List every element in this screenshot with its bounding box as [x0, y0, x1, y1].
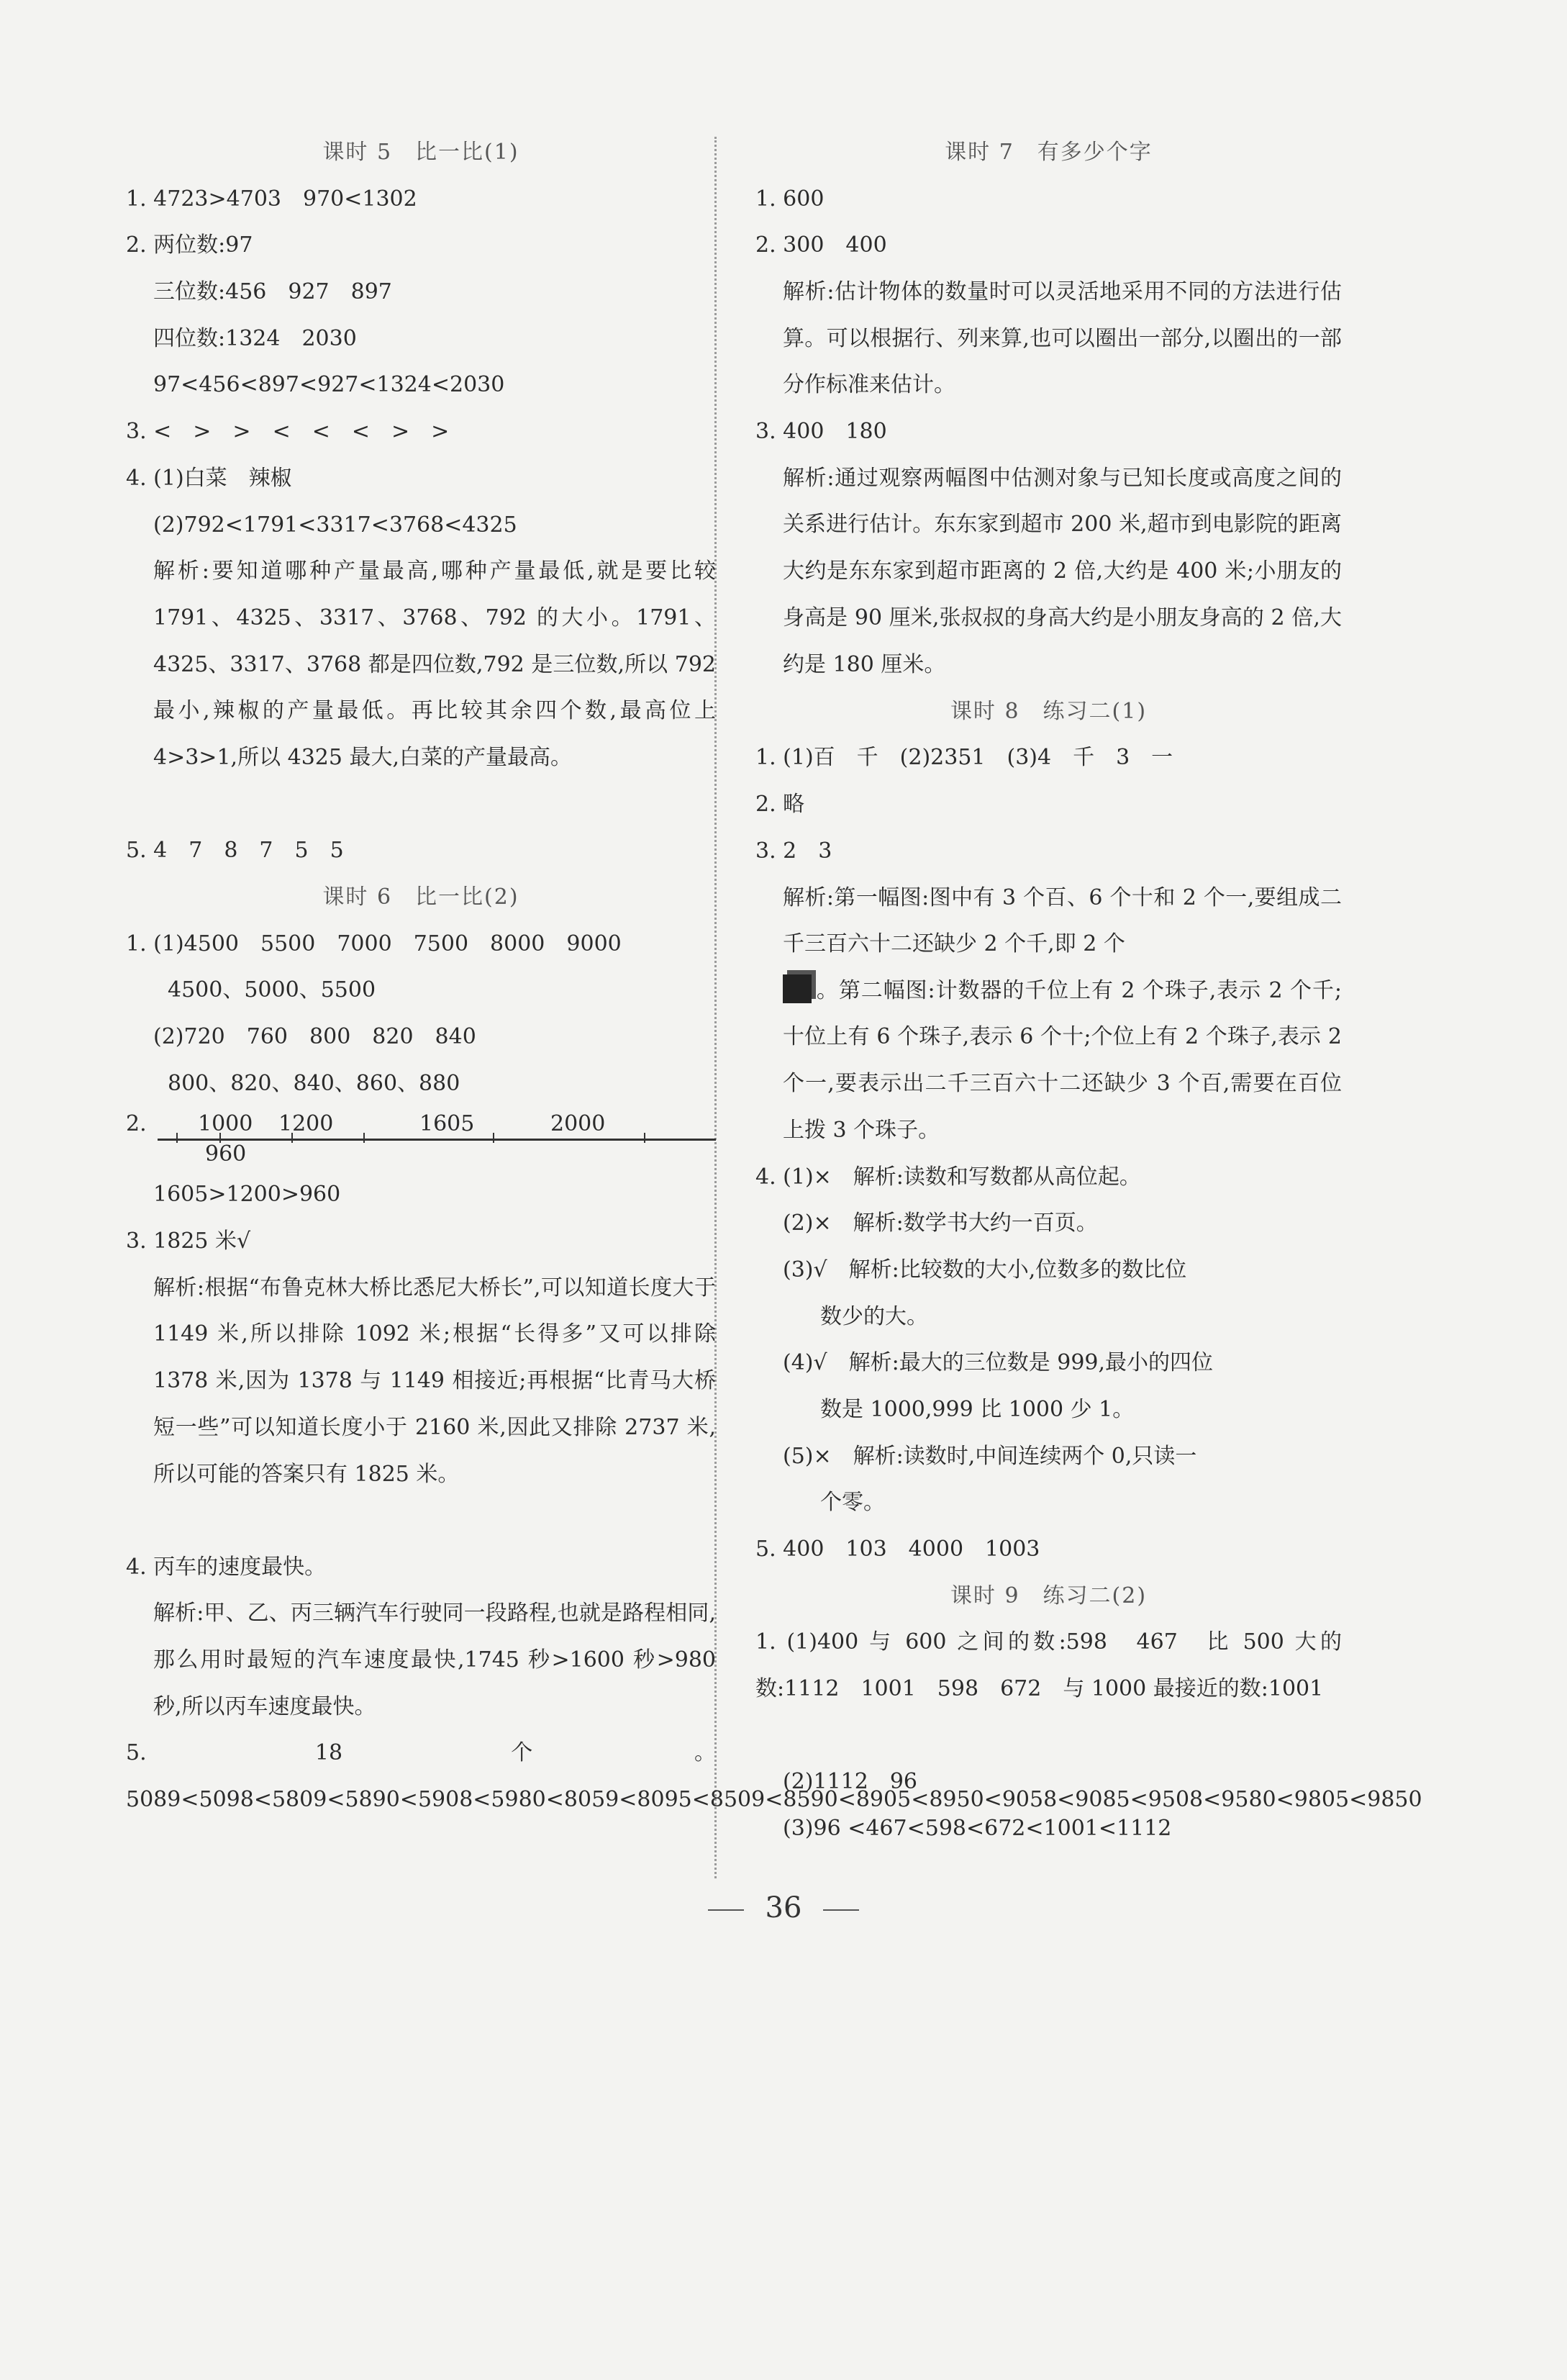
l6-q4-analysis: 解析:甲、乙、丙三辆汽车行驶同一段路程,也就是路程相同,那么用时最短的汽车速度最快,1745 秒>1600 秒>980 秒,所以丙车速度最快。 [153, 1601, 716, 1719]
l8-q4-4a: (4)√ 解析:最大的三位数是 999,最小的四位 [783, 1350, 1214, 1376]
l8-q3-analysis-part1: 解析:第一幅图:图中有 3 个百、6 个十和 2 个一,要组成二千三百六十二还缺少 2 个千,即 2 个 [783, 884, 1342, 957]
number-line-label-1605: 1605 [419, 1111, 475, 1137]
l5-q5: 5. 4 7 8 7 5 5 [126, 838, 344, 864]
l8-q4-1: 4. (1)× 解析:读数和写数都从高位起。 [755, 1164, 1141, 1190]
lesson-5-title: 课时 5 比一比(1) [322, 140, 519, 165]
l6-q5: 5. 18 个。5089<5098<5809<5890<5908<5980<8059<8095<8509<8590<8905<8950<9058<9085<9508<9580<9805<9850 [126, 1740, 1422, 1813]
l6-q4-a: 4. 丙车的速度最快。 [126, 1554, 327, 1580]
number-line-tick [493, 1133, 494, 1143]
page-number: 36 [765, 1891, 802, 1924]
right-column [755, 130, 1342, 1852]
number-line-tick [644, 1133, 645, 1143]
number-line-tick [363, 1133, 365, 1143]
l5-q4-b: (2)792<1791<3317<3768<4325 [153, 512, 517, 538]
l8-q1: 1. (1)百 千 (2)2351 (3)4 千 3 一 [755, 745, 1173, 771]
number-line-label-2000: 2000 [550, 1111, 606, 1137]
l8-q4-5b: 个零。 [820, 1490, 885, 1516]
l6-q3-analysis: 解析:根据“布鲁克林大桥比悉尼大桥长”,可以知道长度大于 1149 米,所以排除 1092 米;根据“长得多”又可以排除 1378 米,因为 1378 与 1149 相接近;再根据“比青马大桥短一些”可以知道长度小于 2160 米,因此又排除 2737 米,所以可能的答案只有 1825 米。 [153, 1275, 716, 1487]
l8-q4-4b: 数是 1000,999 比 1000 少 1。 [820, 1396, 1135, 1422]
lesson-7-title: 课时 7 有多少个字 [945, 140, 1153, 165]
l8-q4-2: (2)× 解析:数学书大约一百页。 [783, 1211, 1098, 1236]
l6-q3-a: 3. 1825 米√ [126, 1229, 251, 1254]
l8-q3-a: 3. 2 3 [755, 838, 832, 864]
l9-q1-c: (3)96 <467<598<672<1001<1112 [783, 1816, 1172, 1842]
footer-dash-right [823, 1909, 859, 1911]
l8-q3-analysis-part2: 。第二幅图:计数器的千位上有 2 个珠子,表示 2 个千;十位上有 6 个珠子,表示 6 个十;个位上有 2 个珠子,表示 2 个一,要表示出二千三百六十二还缺少 3 个百,需要在百位上拨 3 个珠子。 [783, 977, 1342, 1143]
lesson-8-title: 课时 8 练习二(1) [950, 698, 1148, 724]
l6-q2-label: 2. [126, 1111, 147, 1137]
lesson-6-title: 课时 6 比一比(2) [322, 884, 519, 910]
l9-q1-a: 1. (1)400 与 600 之间的数:598 467 比 500 大的数:1112 1001 598 672 与 1000 最接近的数:1001 [755, 1629, 1342, 1702]
l8-q4-3b: 数少的大。 [820, 1303, 928, 1329]
number-line [158, 1139, 716, 1141]
l6-q1-d: 800、820、840、860、880 [168, 1070, 460, 1096]
l5-q2-c: 四位数:1324 2030 [153, 325, 357, 351]
l7-q3-analysis: 解析:通过观察两幅图中估测对象与已知长度或高度之间的关系进行估计。东东家到超市 200 米,超市到电影院的距离大约是东东家到超市距离的 2 倍,大约是 400 米;小朋友的身高是 90 厘米,张叔叔的身高大约是小朋友身高的 2 倍,大约是 180 厘米。 [783, 465, 1342, 677]
lesson-9-title: 课时 9 练习二(2) [950, 1583, 1148, 1608]
l6-q2-b: 1605>1200>960 [153, 1182, 341, 1208]
number-line-label-1000: 1000 [198, 1111, 253, 1137]
l8-q2: 2. 略 [755, 792, 805, 818]
l6-q1-b: 4500、5000、5500 [168, 977, 376, 1003]
thousand-cube-icon [783, 974, 812, 1003]
l7-q2-a: 2. 300 400 [755, 232, 887, 258]
l8-q4-3a: (3)√ 解析:比较数的大小,位数多的数比位 [783, 1257, 1187, 1282]
l8-q5: 5. 400 103 4000 1003 [755, 1537, 1040, 1562]
l5-q1: 1. 4723>4703 970<1302 [126, 186, 417, 212]
l5-q3: 3. < > > < < < > > [126, 419, 450, 445]
l5-q2-b: 三位数:456 927 897 [153, 279, 392, 305]
number-line-label-960: 960 [205, 1141, 247, 1167]
number-line-label-1200: 1200 [278, 1111, 334, 1137]
number-line-row [126, 1107, 716, 1172]
l6-q1-a: 1. (1)4500 5500 7000 7500 8000 9000 [126, 931, 622, 956]
l5-q4-a: 4. (1)白菜 辣椒 [126, 465, 292, 491]
l8-q3-analysis-part2-wrapper [755, 968, 1342, 1154]
l7-q3-a: 3. 400 180 [755, 419, 887, 445]
page-footer [0, 1891, 1567, 1924]
l7-q1: 1. 600 [755, 186, 825, 212]
l5-q2-d: 97<456<897<927<1324<2030 [153, 372, 505, 398]
l8-q4-5a: (5)× 解析:读数时,中间连续两个 0,只读一 [783, 1443, 1197, 1469]
footer-dash-left [708, 1909, 744, 1911]
l9-q1-b: (2)1112 96 [783, 1769, 918, 1795]
number-line-tick [176, 1133, 178, 1143]
l5-q2-a: 2. 两位数:97 [126, 232, 253, 258]
l6-q1-c: (2)720 760 800 820 840 [153, 1023, 476, 1049]
l7-q2-analysis: 解析:估计物体的数量时可以灵活地采用不同的方法进行估算。可以根据行、列来算,也可以圈出一部分,以圈出的一部分作标准来估计。 [783, 279, 1342, 398]
l5-q4-analysis: 解析:要知道哪种产量最高,哪种产量最低,就是要比较 1791、4325、3317、3768、792 的大小。1791、4325、3317、3768 都是四位数,792 是三位数,所以 792 最小,辣椒的产量最低。再比较其余四个数,最高位上 4>3>1,所以 4325 最大,白菜的产量最高。 [153, 558, 716, 770]
